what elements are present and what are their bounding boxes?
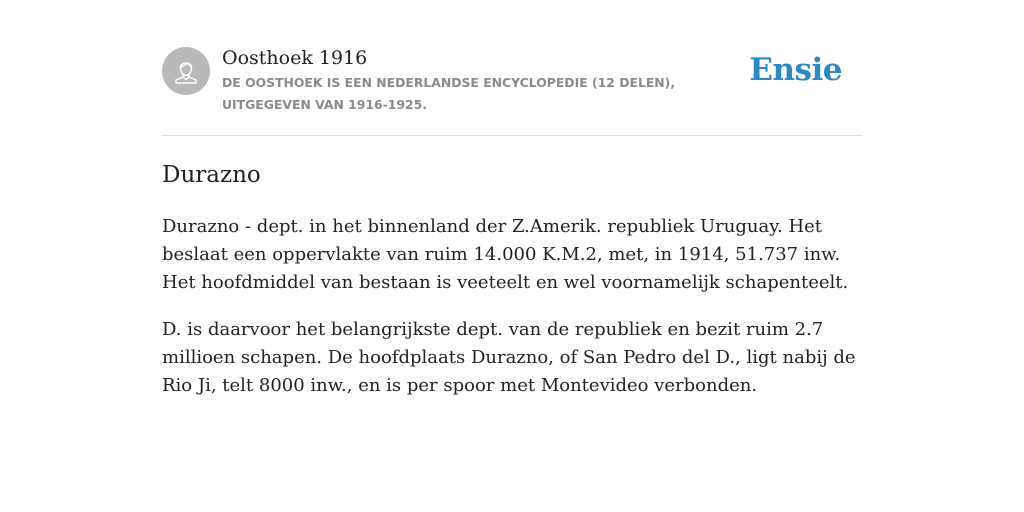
source-description: DE OOSTHOEK IS EEN NEDERLANDSE ENCYCLOPEDIE (12 DELEN), UITGEGEVEN VAN 1916-1925.: [222, 75, 676, 112]
article-paragraph: D. is daarvoor het belangrijkste dept. van de republiek en bezit ruim 2.7 millioen schapen. De hoofdplaats Durazno, of San Pedro del D., ligt nabij de Rio Ji, telt 8000 inw., en is per spoor met Montevideo verbonden.: [162, 319, 856, 396]
article-title: Durazno: [162, 162, 261, 188]
user-silhouette-icon: [162, 47, 210, 95]
source-name[interactable]: Oosthoek 1916: [222, 47, 368, 69]
source-header: [162, 46, 862, 136]
article-body: [162, 213, 862, 419]
divider: [162, 135, 862, 136]
ensie-logo[interactable]: Ensie: [749, 52, 842, 88]
article-paragraph: Durazno - dept. in het binnenland der Z.Amerik. republiek Uruguay. Het beslaat een oppervlakte van ruim 14.000 K.M.2, met, in 1914, 51.737 inw. Het hoofdmiddel van bestaan is veeteelt en wel voornamelijk schapenteelt.: [162, 216, 849, 293]
